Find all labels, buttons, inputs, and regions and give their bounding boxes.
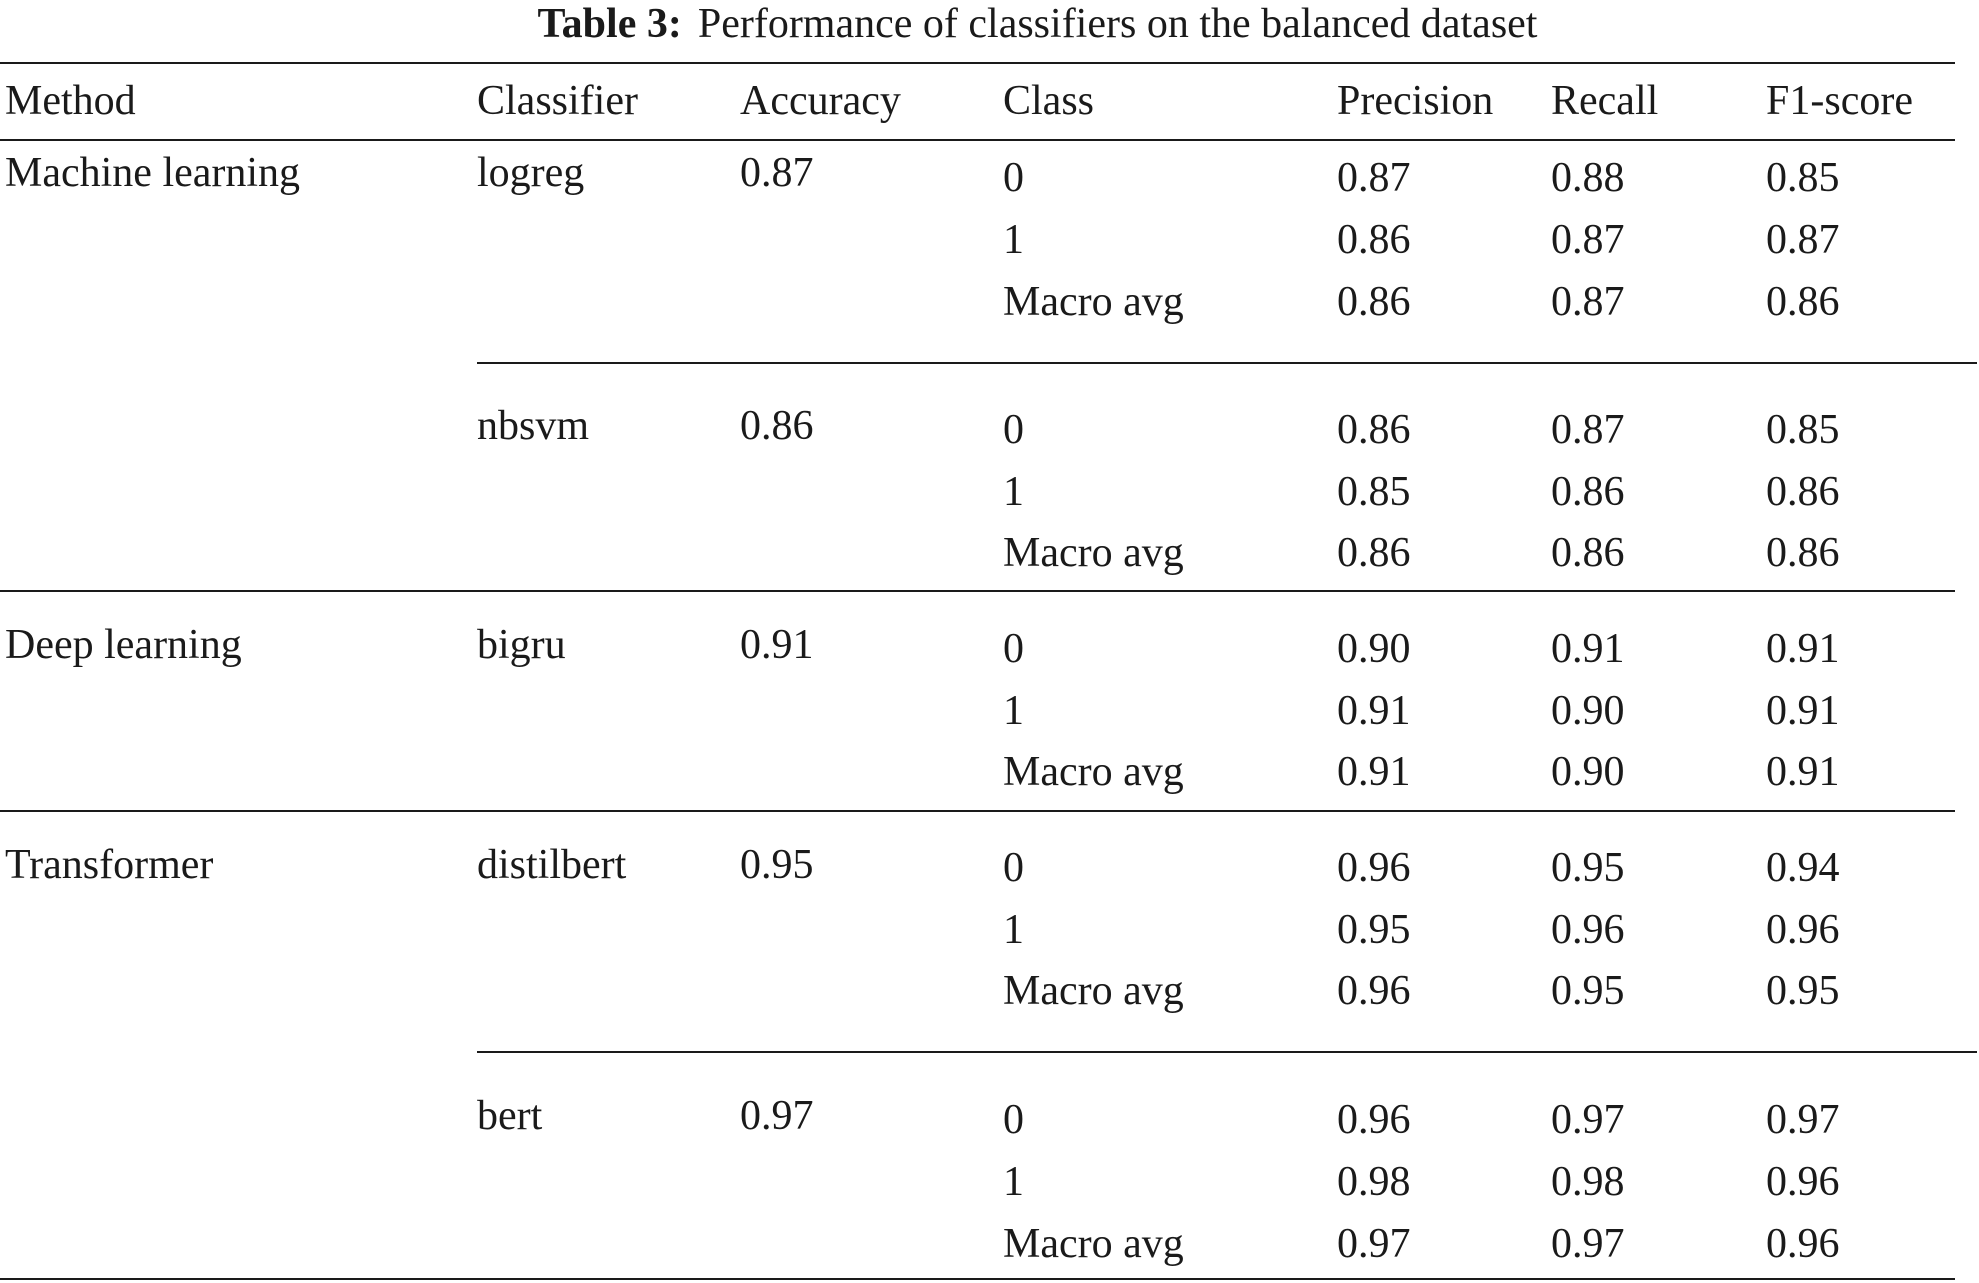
table-top-rule: [0, 62, 1955, 64]
f1-value: 0.96: [1766, 1159, 1840, 1205]
method-label: Transformer: [5, 842, 214, 888]
f1-value: 0.86: [1766, 469, 1840, 515]
classifier-separator-rule: [477, 1051, 1977, 1053]
precision-value: 0.96: [1337, 1097, 1411, 1143]
classifier-name: bert: [477, 1093, 543, 1139]
class-label: 0: [1003, 155, 1024, 201]
class-label: Macro avg: [1003, 749, 1184, 795]
class-label: Macro avg: [1003, 1221, 1184, 1267]
recall-value: 0.87: [1551, 279, 1625, 325]
header-precision: Precision: [1337, 78, 1494, 124]
header-f1-score: F1-score: [1766, 78, 1913, 124]
f1-value: 0.95: [1766, 968, 1840, 1014]
method-label: Deep learning: [5, 622, 242, 668]
f1-value: 0.91: [1766, 749, 1840, 795]
header-bottom-rule: [0, 139, 1955, 141]
recall-value: 0.95: [1551, 845, 1625, 891]
table-caption: [0, 0, 1979, 48]
accuracy-value: 0.91: [740, 622, 814, 668]
class-label: 0: [1003, 1097, 1024, 1143]
class-label: Macro avg: [1003, 530, 1184, 576]
class-label: Macro avg: [1003, 968, 1184, 1014]
recall-value: 0.91: [1551, 626, 1625, 672]
f1-value: 0.97: [1766, 1097, 1840, 1143]
f1-value: 0.91: [1766, 626, 1840, 672]
accuracy-value: 0.87: [740, 150, 814, 196]
table-bottom-rule: [0, 1278, 1955, 1280]
class-label: 1: [1003, 688, 1024, 734]
class-label: 0: [1003, 626, 1024, 672]
header-method: Method: [5, 78, 136, 124]
recall-value: 0.87: [1551, 217, 1625, 263]
recall-value: 0.98: [1551, 1159, 1625, 1205]
f1-value: 0.94: [1766, 845, 1840, 891]
accuracy-value: 0.86: [740, 403, 814, 449]
recall-value: 0.86: [1551, 469, 1625, 515]
precision-value: 0.91: [1337, 688, 1411, 734]
accuracy-value: 0.95: [740, 842, 814, 888]
method-separator-rule: [0, 590, 1955, 592]
precision-value: 0.96: [1337, 968, 1411, 1014]
precision-value: 0.95: [1337, 907, 1411, 953]
precision-value: 0.87: [1337, 155, 1411, 201]
recall-value: 0.87: [1551, 407, 1625, 453]
recall-value: 0.86: [1551, 530, 1625, 576]
f1-value: 0.86: [1766, 530, 1840, 576]
f1-value: 0.85: [1766, 407, 1840, 453]
table-caption-text: Performance of classifiers on the balanced dataset: [697, 1, 1538, 47]
class-label: 1: [1003, 217, 1024, 263]
recall-value: 0.97: [1551, 1221, 1625, 1267]
precision-value: 0.90: [1337, 626, 1411, 672]
classifier-name: logreg: [477, 150, 585, 196]
classifier-separator-rule: [477, 362, 1977, 364]
classifier-name: distilbert: [477, 842, 627, 888]
precision-value: 0.91: [1337, 749, 1411, 795]
table-caption-label: Table 3:: [537, 1, 682, 47]
recall-value: 0.97: [1551, 1097, 1625, 1143]
class-label: Macro avg: [1003, 279, 1184, 325]
classifier-name: bigru: [477, 622, 566, 668]
f1-value: 0.87: [1766, 217, 1840, 263]
precision-value: 0.98: [1337, 1159, 1411, 1205]
method-separator-rule: [0, 810, 1955, 812]
precision-value: 0.86: [1337, 217, 1411, 263]
class-label: 0: [1003, 407, 1024, 453]
class-label: 1: [1003, 469, 1024, 515]
method-label: Machine learning: [5, 150, 301, 196]
class-label: 1: [1003, 1159, 1024, 1205]
class-label: 1: [1003, 907, 1024, 953]
precision-value: 0.86: [1337, 530, 1411, 576]
precision-value: 0.86: [1337, 279, 1411, 325]
f1-value: 0.96: [1766, 907, 1840, 953]
precision-value: 0.85: [1337, 469, 1411, 515]
f1-value: 0.86: [1766, 279, 1840, 325]
precision-value: 0.97: [1337, 1221, 1411, 1267]
header-accuracy: Accuracy: [740, 78, 901, 124]
f1-value: 0.91: [1766, 688, 1840, 734]
header-recall: Recall: [1551, 78, 1659, 124]
recall-value: 0.96: [1551, 907, 1625, 953]
f1-value: 0.96: [1766, 1221, 1840, 1267]
accuracy-value: 0.97: [740, 1093, 814, 1139]
class-label: 0: [1003, 845, 1024, 891]
precision-value: 0.86: [1337, 407, 1411, 453]
recall-value: 0.88: [1551, 155, 1625, 201]
classifier-name: nbsvm: [477, 403, 590, 449]
recall-value: 0.95: [1551, 968, 1625, 1014]
recall-value: 0.90: [1551, 688, 1625, 734]
header-class: Class: [1003, 78, 1095, 124]
precision-value: 0.96: [1337, 845, 1411, 891]
header-classifier: Classifier: [477, 78, 638, 124]
recall-value: 0.90: [1551, 749, 1625, 795]
f1-value: 0.85: [1766, 155, 1840, 201]
